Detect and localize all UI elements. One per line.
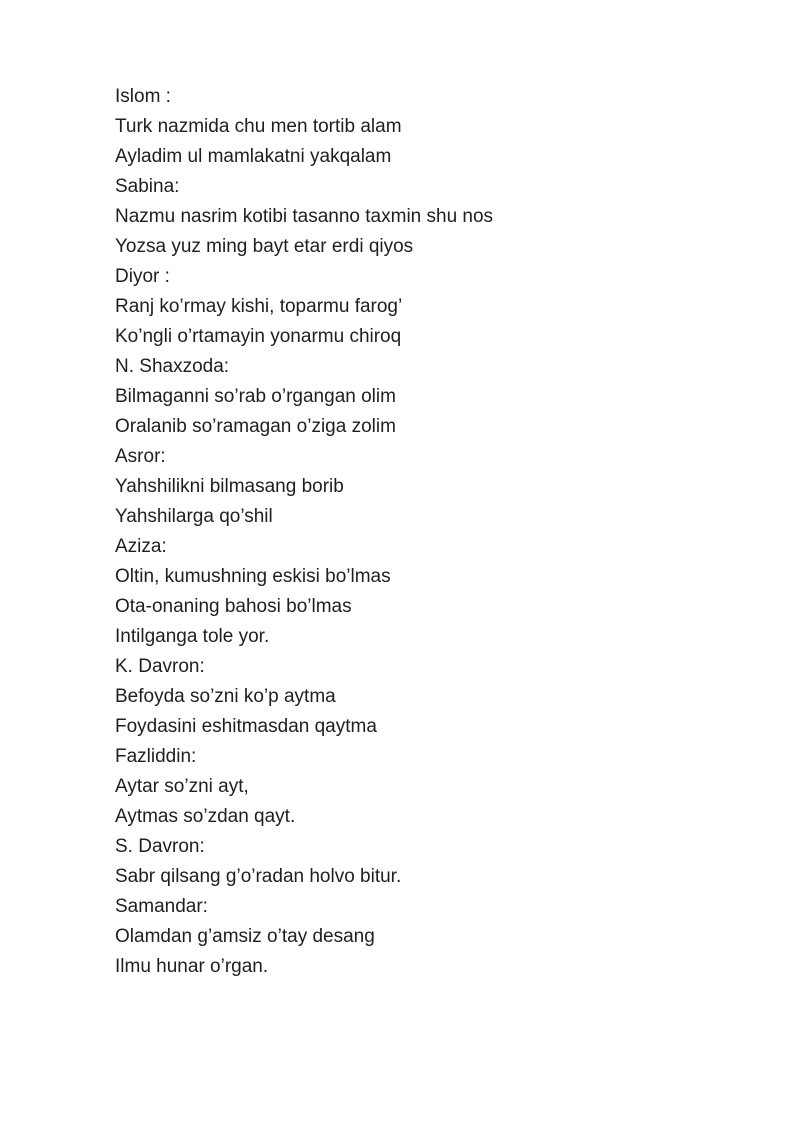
verse-line: Ota-onaning bahosi bo’lmas (115, 596, 352, 617)
verse-line: Yozsa yuz ming bayt etar erdi qiyos (115, 236, 414, 257)
speaker-label: N. Shaxzoda: (115, 356, 230, 377)
speaker-label: Samandar: (115, 896, 208, 917)
verse-line: Intilganga tole yor. (115, 626, 270, 647)
verse-line: Turk nazmida chu men tortib alam (115, 116, 402, 137)
speaker-label: Islom : (115, 86, 171, 107)
speaker-label: Fazliddin: (115, 746, 197, 767)
speaker-label: S. Davron: (115, 836, 205, 857)
poem-text-block (115, 82, 755, 982)
speaker-label: K. Davron: (115, 656, 205, 677)
verse-line: Befoyda so’zni ko’p aytma (115, 686, 336, 707)
speaker-label: Sabina: (115, 176, 180, 197)
verse-line: Olamdan g’amsiz o’tay desang (115, 926, 375, 947)
verse-line: Ranj ko’rmay kishi, toparmu farog’ (115, 296, 403, 317)
speaker-label: Aziza: (115, 536, 167, 557)
verse-line: Bilmaganni so’rab o’rgangan olim (115, 386, 396, 407)
verse-line: Yahshilarga qo’shil (115, 506, 273, 527)
verse-line: Oralanib so’ramagan o’ziga zolim (115, 416, 396, 437)
verse-line: Aytmas so’zdan qayt. (115, 806, 296, 827)
speaker-label: Diyor : (115, 266, 170, 287)
verse-line: Foydasini eshitmasdan qaytma (115, 716, 377, 737)
verse-line: Ko’ngli o’rtamayin yonarmu chiroq (115, 326, 402, 347)
verse-line: Nazmu nasrim kotibi tasanno taxmin shu nos (115, 206, 494, 227)
verse-line: Oltin, kumushning eskisi bo’lmas (115, 566, 391, 587)
verse-line: Yahshilikni bilmasang borib (115, 476, 344, 497)
verse-line: Sabr qilsang g’o’radan holvo bitur. (115, 866, 402, 887)
verse-line: Ilmu hunar o’rgan. (115, 956, 269, 977)
verse-line: Ayladim ul mamlakatni yakqalam (115, 146, 392, 167)
verse-line: Aytar so’zni ayt, (115, 776, 249, 797)
speaker-label: Asror: (115, 446, 166, 467)
